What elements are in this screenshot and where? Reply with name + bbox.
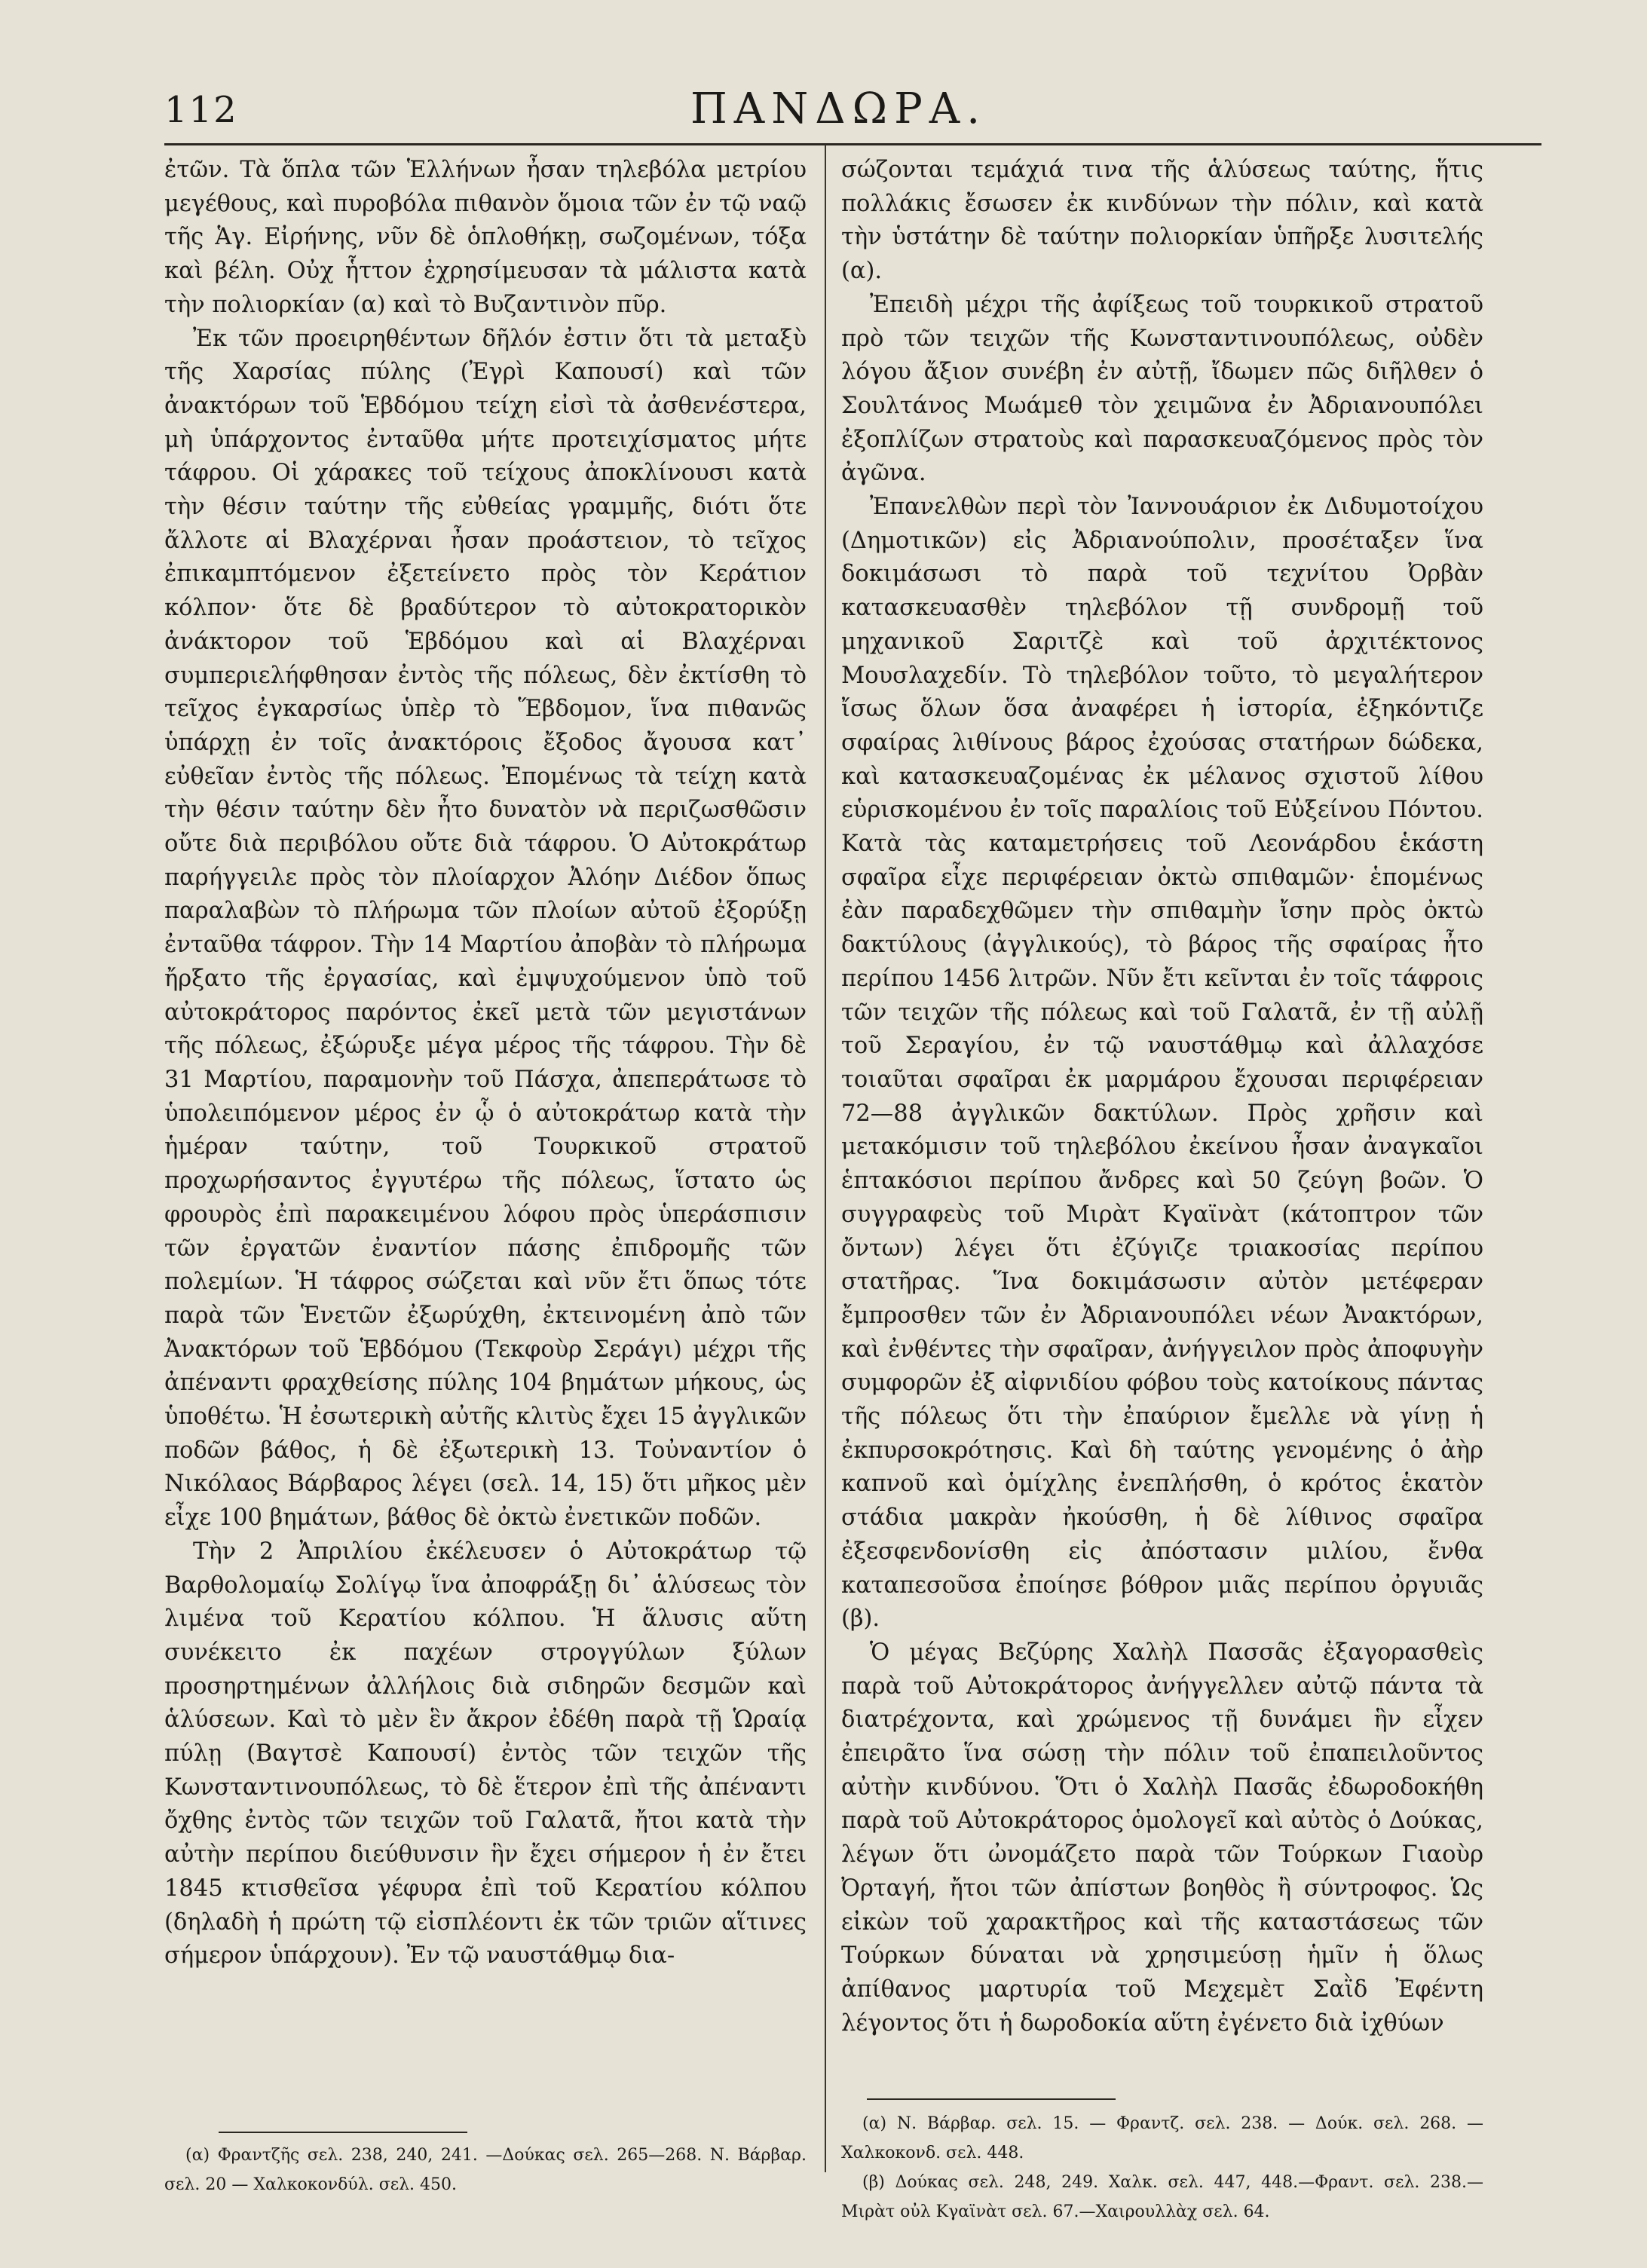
footnote-rule [867, 2098, 1116, 2100]
paragraph: Ἐπανελθὼν περὶ τὸν Ἰαννουάριον ἐκ Διδυμοτοίχου (Δημοτικῶν) εἰς Ἀδριανούπολιν, προσέταξεν ἵνα δοκιμάσωσι τὸ παρὰ τοῦ τεχνίτου Ὀρβὰν κατασκευασθὲν τηλεβόλον τῇ συνδρομῇ τοῦ μηχανικοῦ Σαριτζὲ καὶ τοῦ ἀρχιτέκτονος Μουσλαχεδίν. Τὸ τηλεβόλον τοῦτο, τὸ μεγαλήτερον ἴσως ὅλων ὅσα ἀναφέρει ἡ ἱστορία, ἐξηκόντιζε σφαίρας λιθίνους βάρος ἐχούσας στατήρων δώδεκα, καὶ κατασκευαζομένας ἐκ μέλανος σχιστοῦ λίθου εὑρισκομένου ἐν τοῖς παραλίοις τοῦ Εὐξείνου Πόντου. Κατὰ τὰς καταμετρήσεις τοῦ Λεονάρδου ἑκάστη σφαῖρα εἶχε περιφέρειαν ὀκτὼ σπιθαμῶν· ἑπομένως ἐὰν παραδεχθῶμεν τὴν σπιθαμὴν ἴσην πρὸς ὀκτὼ δακτύλους (ἀγγλικούς), τὸ βάρος τῆς σφαίρας ἦτο περίπου 1456 λιτρῶν. Νῦν ἔτι κεῖνται ἐν τοῖς τάφροις τῶν τειχῶν τῆς πόλεως καὶ τοῦ Γαλατᾶ, ἐν τῇ αὐλῇ τοῦ Σεραγίου, ἐν τῷ ναυστάθμῳ καὶ ἀλλαχόσε τοιαῦται σφαῖραι ἐκ μαρμάρου ἔχουσαι περιφέρειαν 72—88 ἀγγλικῶν δακτύλων. Πρὸς χρῆσιν καὶ μετακόμισιν τοῦ τηλεβόλου ἐκείνου ἦσαν ἀναγκαῖοι ἑπτακόσιοι περίπου ἄνδρες καὶ 50 ζεύγη βοῶν. Ὁ συγγραφεὺς τοῦ Μιρὰτ Κγαϊνὰτ (κάτοπτρον τῶν ὄντων) λέγει ὅτι ἐζύγιζε τριακοσίας περίπου στατῆρας. Ἵνα δοκιμάσωσιν αὐτὸν μετέφεραν ἔμπροσθεν τῶν ἐν Ἀδριανουπόλει νέων Ἀνακτόρων, καὶ ἐνθέντες τὴν σφαῖραν, ἀνήγγειλον πρὸς ἀποφυγὴν συμφορῶν ἐξ αἰφνιδίου φόβου τοὺς κατοίκους πάντας τῆς πόλεως ὅτι τὴν ἐπαύριον ἔμελλε νὰ γίνῃ ἡ ἐκπυρσοκρότησις. Καὶ δὴ ταύτης γενομένης ὁ ἀὴρ καπνοῦ καὶ ὁμίχλης ἐνεπλήσθη, ὁ κρότος ἑκατὸν στάδια μακρὰν ἠκούσθη, ἡ δὲ λίθινος σφαῖρα ἐξεσφενδονίσθη εἰς ἀπόστασιν μιλίου, ἔνθα καταπεσοῦσα ἐποίησε βόθρον μιᾶς περίπου ὀργυιᾶς (β). [841, 494, 1483, 1633]
left-column [164, 154, 807, 1973]
footnote: (β) Δούκας σελ. 248, 249. Χαλκ. σελ. 447, 448.—Φραντ. σελ. 238.— Μιρὰτ οὐλ Κγαϊνὰτ σελ. 67.—Χαιρουλλὰχ σελ. 64. [841, 2173, 1483, 2221]
page-number: 112 [164, 89, 238, 131]
column-divider [825, 145, 826, 2172]
paragraph: Ὁ μέγας Βεζύρης Χαλὴλ Πασσᾶς ἐξαγορασθεὶς παρὰ τοῦ Αὐτοκράτορος ἀνήγγελλεν αὐτῷ πάντα τὰ διατρέχοντα, καὶ χρώμενος τῇ δυνάμει ἣν εἶχεν ἐπειρᾶτο ἵνα σώσῃ τὴν πόλιν τοῦ ἐπαπειλοῦντος αὐτὴν κινδύνου. Ὅτι ὁ Χαλὴλ Πασᾶς ἐδωροδοκήθη παρὰ τοῦ Αὐτοκράτορος ὁμολογεῖ καὶ αὐτὸς ὁ Δούκας, λέγων ὅτι ὠνομάζετο παρὰ τῶν Τούρκων Γιαοὺρ Ὀρταγή, ἤτοι τῶν ἀπίστων βοηθὸς ἢ σύντροφος. Ὡς εἰκὼν τοῦ χαρακτῆρος καὶ τῆς καταστάσεως τῶν Τούρκων δύναται νὰ χρησιμεύσῃ ἡμῖν ἡ ὅλως ἀπίθανος μαρτυρία τοῦ Μεχεμὲτ Σαῒδ Ἐφέντη λέγοντος ὅτι ἡ δωροδοκία αὕτη ἐγένετο διὰ ἰχθύων [841, 1639, 1483, 2037]
right-footnotes [841, 2109, 1483, 2227]
paragraph: ἐτῶν. Τὰ ὅπλα τῶν Ἑλλήνων ἦσαν τηλεβόλα μετρίου μεγέθους, καὶ πυροβόλα πιθανὸν ὅμοια τῶν ἐν τῷ ναῷ τῆς Ἁγ. Εἰρήνης, νῦν δὲ ὁπλοθήκῃ, σωζομένων, τόξα καὶ βέλη. Οὐχ ἧττον ἐχρησίμευσαν τὰ μάλιστα κατὰ τὴν πολιορκίαν (α) καὶ τὸ Βυζαντινὸν πῦρ. [164, 157, 807, 318]
paragraph: Ἐπειδὴ μέχρι τῆς ἀφίξεως τοῦ τουρκικοῦ στρατοῦ πρὸ τῶν τειχῶν τῆς Κωνσταντινουπόλεως, οὐδὲν λόγου ἄξιον συνέβη ἐν αὐτῇ, ἴδωμεν πῶς διῆλθεν ὁ Σουλτάνος Μωάμεθ τὸν χειμῶνα ἐν Ἀδριανουπόλει ἐξοπλίζων στρατοὺς καὶ παρασκευαζόμενος πρὸς τὸν ἀγῶνα. [841, 291, 1483, 487]
footnote: (α) Φραντζῆς σελ. 238, 240, 241. —Δούκας σελ. 265—268. Ν. Βάρβαρ. σελ. 20 — Χαλκοκονδύλ. σελ. 450. [164, 2146, 807, 2194]
paragraph: Ἐκ τῶν προειρηθέντων δῆλόν ἐστιν ὅτι τὰ μεταξὺ τῆς Χαρσίας πύλης (Ἐγρὶ Καπουσί) καὶ τῶν ἀνακτόρων τοῦ Ἑβδόμου τείχη εἰσὶ τὰ ἀσθενέστερα, μὴ ὑπάρχοντος ἐνταῦθα μήτε προτειχίσματος μήτε τάφρου. Οἱ χάρακες τοῦ τείχους ἀποκλίνουσι κατὰ τὴν θέσιν ταύτην τῆς εὐθείας γραμμῆς, διότι ὅτε ἄλλοτε αἱ Βλαχέρναι ἦσαν προάστειον, τὸ τεῖχος ἐπικαμπτόμενον ἐξετείνετο πρὸς τὸν Κεράτιον κόλπον· ὅτε δὲ βραδύτερον τὸ αὐτοκρατορικὸν ἀνάκτορον τοῦ Ἑβδόμου καὶ αἱ Βλαχέρναι συμπεριελήφθησαν ἐντὸς τῆς πόλεως, δὲν ἐκτίσθη τὸ τεῖχος ἐγκαρσίως ὑπὲρ τὸ Ἕβδομον, ἵνα πιθανῶς ὑπάρχῃ ἐν τοῖς ἀνακτόροις ἔξοδος ἄγουσα κατ᾽ εὐθεῖαν ἐντὸς τῆς πόλεως. Ἐπομένως τὰ τείχη κατὰ τὴν θέσιν ταύτην δὲν ἦτο δυνατὸν νὰ περιζωσθῶσιν οὔτε διὰ περιβόλου οὔτε διὰ τάφρου. Ὁ Αὐτοκράτωρ παρήγγειλε πρὸς τὸν πλοίαρχον Ἀλόην Διέδον ὅπως παραλαβὼν τὸ πλήρωμα τῶν πλοίων αὐτοῦ ἐξορύξῃ ἐνταῦθα τάφρον. Τὴν 14 Μαρτίου ἀποβὰν τὸ πλήρωμα ἤρξατο τῆς ἐργασίας, καὶ ἐμψυχούμενον ὑπὸ τοῦ αὐτοκράτορος παρόντος ἐκεῖ μετὰ τῶν μεγιστάνων τῆς πόλεως, ἐξώρυξε μέγα μέρος τῆς τάφρου. Τὴν δὲ 31 Μαρτίου, παραμονὴν τοῦ Πάσχα, ἀπεπεράτωσε τὸ ὑπολειπόμενον μέρος ἐν ᾧ ὁ αὐτοκράτωρ κατὰ τὴν ἡμέραν ταύτην, τοῦ Τουρκικοῦ στρατοῦ προχωρήσαντος ἐγγυτέρω τῆς πόλεως, ἵστατο ὡς φρουρὸς ἐπὶ παρακειμένου λόφου πρὸς ὑπεράσπισιν τῶν ἐργατῶν ἐναντίον πάσης ἐπιδρομῆς τῶν πολεμίων. Ἡ τάφρος σώζεται καὶ νῦν ἔτι ὅπως τότε παρὰ τῶν Ἑνετῶν ἐξωρύχθη, ἐκτεινομένη ἀπὸ τῶν Ἀνακτόρων τοῦ Ἑβδόμου (Τεκφοὺρ Σεράγι) μέχρι τῆς ἀπέναντι φραχθείσης πύλης 104 βημάτων μήκους, ὡς ὑποθέτω. Ἡ ἐσωτερικὴ αὐτῆς κλιτὺς ἔχει 15 ἀγγλικῶν ποδῶν βάθος, ἡ δὲ ἐξωτερικὴ 13. Τοὐναντίον ὁ Νικόλαος Βάρβαρος λέγει (σελ. 14, 15) ὅτι μῆκος μὲν εἶχε 100 βημάτων, βάθος δὲ ὀκτὼ ἐνετικῶν ποδῶν. [164, 325, 807, 1532]
right-column [841, 154, 1483, 2040]
footnote: (α) Ν. Βάρβαρ. σελ. 15. — Φραντζ. σελ. 238. — Δούκ. σελ. 268. — Χαλκοκονδ. σελ. 448. [841, 2114, 1483, 2162]
footnote-rule [219, 2132, 467, 2133]
paragraph: σώζονται τεμάχιά τινα τῆς ἁλύσεως ταύτης, ἥτις πολλάκις ἔσωσεν ἐκ κινδύνων τὴν πόλιν, καὶ κατὰ τὴν ὑστάτην δὲ ταύτην πολιορκίαν ὑπῆρξε λυσιτελής (α). [841, 157, 1483, 285]
running-title: ΠΑΝΔΩΡΑ. [690, 84, 987, 133]
header-rule [164, 143, 1541, 145]
paragraph: Τὴν 2 Ἀπριλίου ἐκέλευσεν ὁ Αὐτοκράτωρ τῷ Βαρθολομαίῳ Σολίγῳ ἵνα ἀποφράξῃ δι᾽ ἁλύσεως τὸν λιμένα τοῦ Κερατίου κόλπου. Ἡ ἅλυσις αὕτη συνέκειτο ἐκ παχέων στρογγύλων ξύλων προσηρτημένων ἀλλήλοις διὰ σιδηρῶν δεσμῶν καὶ ἁλύσεων. Καὶ τὸ μὲν ἓν ἄκρον ἐδέθη παρὰ τῇ Ὡραίᾳ πύλῃ (Βαγτσὲ Καπουσί) ἐντὸς τῶν τειχῶν τῆς Κωνσταντινουπόλεως, τὸ δὲ ἕτερον ἐπὶ τῆς ἀπέναντι ὄχθης ἐντὸς τῶν τειχῶν τοῦ Γαλατᾶ, ἤτοι κατὰ τὴν αὐτὴν περίπου διεύθυνσιν ἣν ἔχει σήμερον ἡ ἐν ἔτει 1845 κτισθεῖσα γέφυρα ἐπὶ τοῦ Κερατίου κόλπου (δηλαδὴ ἡ πρώτη τῷ εἰσπλέοντι ἐκ τῶν τριῶν αἵτινες σήμερον ὑπάρχουν). Ἐν τῷ ναυστάθμῳ δια- [164, 1538, 807, 1970]
left-footnotes [164, 2141, 807, 2199]
